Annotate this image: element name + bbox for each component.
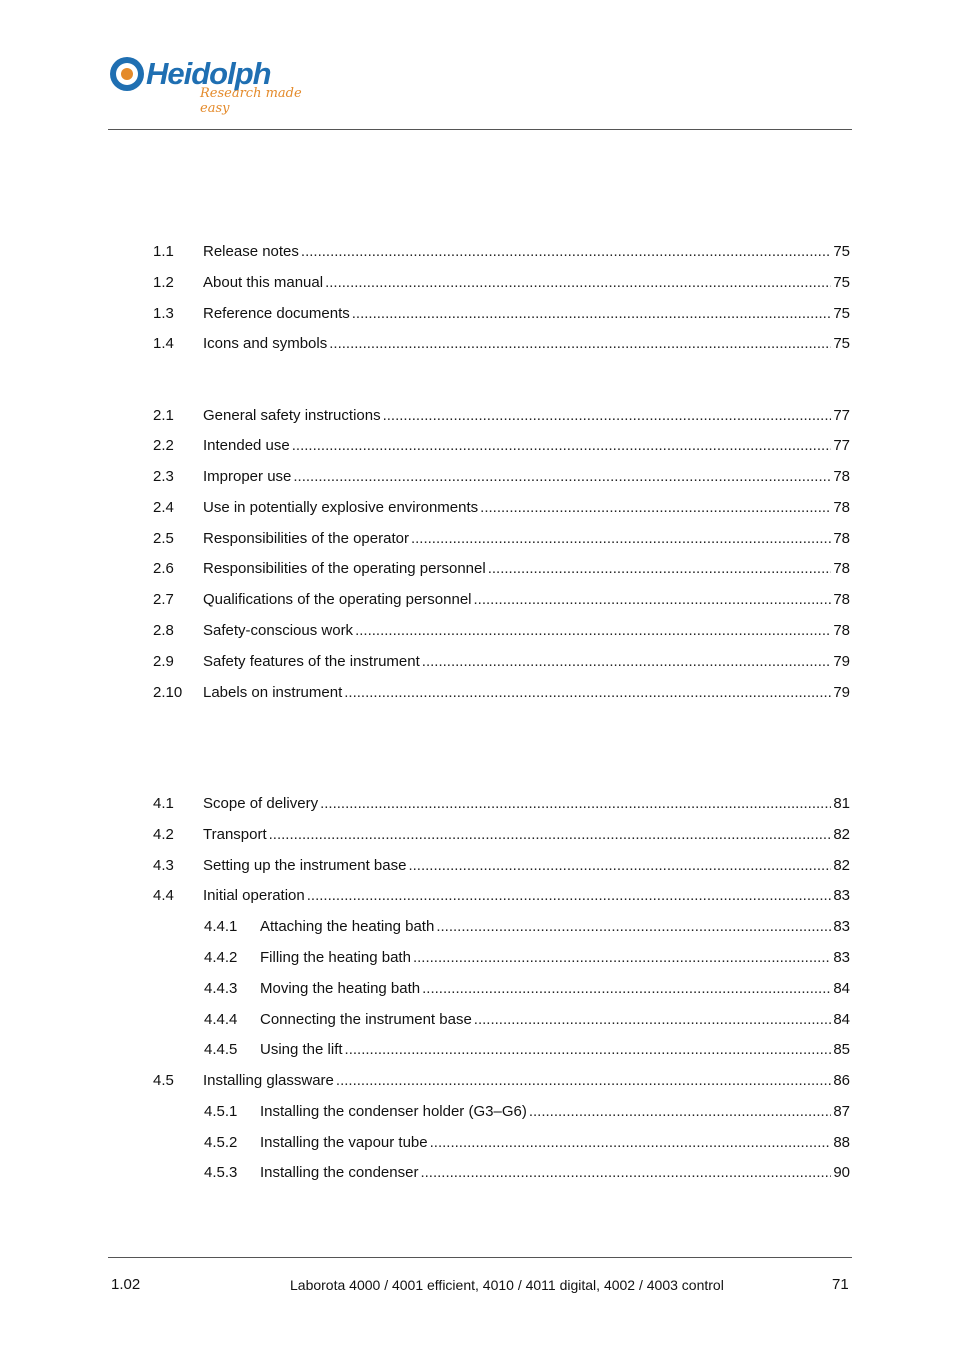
toc-entry-title: Attaching the heating bath (260, 918, 435, 935)
toc-leader-dots (301, 242, 831, 262)
toc-entry[interactable] (0, 498, 954, 518)
toc-subentry[interactable] (0, 1133, 954, 1153)
toc-entry[interactable] (0, 559, 954, 579)
toc-entry-title: Installing glassware (203, 1072, 334, 1089)
toc-entry[interactable] (0, 621, 954, 641)
toc-leader-dots (430, 1133, 832, 1153)
toc-entry-page: 75 (833, 243, 850, 260)
toc-entry-title: Installing the condenser (260, 1164, 419, 1181)
toc-leader-dots (408, 856, 831, 876)
toc-entry-title: Improper use (203, 468, 292, 485)
toc-leader-dots (293, 467, 831, 487)
toc-entry-title: Installing the vapour tube (260, 1134, 428, 1151)
toc-entry-title: Moving the heating bath (260, 980, 421, 997)
toc-entry-page: 75 (833, 305, 850, 322)
toc-entry-page: 77 (833, 407, 850, 424)
toc-entry-number: 4.5.1 (204, 1103, 238, 1120)
toc-leader-dots (411, 529, 831, 549)
toc-entry-title: Scope of delivery (203, 795, 319, 812)
toc-leader-dots (344, 683, 831, 703)
toc-entry-number: 4.2 (153, 826, 174, 843)
toc-entry-page: 84 (833, 1011, 850, 1028)
toc-entry-number: 4.5 (153, 1072, 174, 1089)
toc-subentry[interactable] (0, 1163, 954, 1183)
toc-leader-dots (345, 1040, 832, 1060)
toc-entry[interactable] (0, 529, 954, 549)
toc-entry-title: Release notes (203, 243, 299, 260)
toc-leader-dots (529, 1102, 831, 1122)
toc-entry-number: 2.6 (153, 560, 174, 577)
toc-leader-dots (320, 794, 831, 814)
toc-subentry[interactable] (0, 1010, 954, 1030)
toc-entry-number: 4.3 (153, 857, 174, 874)
toc-entry-number: 2.8 (153, 622, 174, 639)
toc-leader-dots (352, 304, 832, 324)
toc-entry-number: 4.4.1 (204, 918, 238, 935)
toc-entry-title: General safety instructions (203, 407, 381, 424)
toc-entry-number: 2.9 (153, 653, 174, 670)
toc-entry-number: 2.2 (153, 437, 174, 454)
toc-entry-title: Transport (203, 826, 267, 843)
footer-divider (108, 1257, 852, 1258)
toc-subentry[interactable] (0, 979, 954, 999)
toc-leader-dots (474, 1010, 832, 1030)
toc-entry-page: 85 (833, 1041, 850, 1058)
toc-leader-dots (422, 979, 831, 999)
toc-entry-number: 4.4.2 (204, 949, 238, 966)
footer-page-number: 71 (832, 1276, 849, 1293)
toc-subentry[interactable] (0, 917, 954, 937)
toc-leader-dots (325, 273, 831, 293)
toc-entry-page: 84 (833, 980, 850, 997)
logo-tagline: Research made easy (200, 86, 302, 116)
toc-entry-number: 2.3 (153, 468, 174, 485)
toc-entry-page: 86 (833, 1072, 850, 1089)
toc-leader-dots (329, 334, 831, 354)
toc-leader-dots (307, 886, 832, 906)
toc-entry-page: 78 (833, 499, 850, 516)
toc-leader-dots (488, 559, 832, 579)
toc-entry-number: 2.7 (153, 591, 174, 608)
toc-entry-title: Safety-conscious work (203, 622, 354, 639)
toc-leader-dots (420, 1163, 831, 1183)
toc-entry[interactable] (0, 886, 954, 906)
toc-entry[interactable] (0, 406, 954, 426)
toc-leader-dots (336, 1071, 831, 1091)
toc-entry-page: 82 (833, 857, 850, 874)
toc-entry[interactable] (0, 683, 954, 703)
footer-product: Laborota 4000 / 4001 efficient, 4010 / 4011 digital, 4002 / 4003 control (290, 1277, 724, 1293)
toc-leader-dots (413, 948, 831, 968)
toc-entry-title: Intended use (203, 437, 290, 454)
toc-leader-dots (436, 917, 831, 937)
toc-entry[interactable] (0, 856, 954, 876)
toc-entry[interactable] (0, 825, 954, 845)
toc-subentry[interactable] (0, 1040, 954, 1060)
toc-entry-number: 4.4.4 (204, 1011, 238, 1028)
toc-entry-number: 1.4 (153, 335, 174, 352)
toc-entry-title: Installing the condenser holder (G3–G6) (260, 1103, 527, 1120)
toc-entry-title: Safety features of the instrument (203, 653, 420, 670)
toc-entry[interactable] (0, 304, 954, 324)
toc-entry-title: Using the lift (260, 1041, 343, 1058)
toc-leader-dots (474, 590, 832, 610)
toc-entry-title: Initial operation (203, 887, 305, 904)
toc-entry-number: 4.1 (153, 795, 174, 812)
toc-entry-page: 83 (833, 949, 850, 966)
footer-version: 1.02 (111, 1276, 141, 1293)
toc-entry-title: Icons and symbols (203, 335, 328, 352)
toc-entry[interactable] (0, 334, 954, 354)
toc-subentry[interactable] (0, 1102, 954, 1122)
toc-entry-title: Reference documents (203, 305, 350, 322)
toc-entry[interactable] (0, 794, 954, 814)
toc-entry-number: 2.5 (153, 530, 174, 547)
toc-entry-number: 4.5.2 (204, 1134, 238, 1151)
toc-entry-page: 79 (833, 653, 850, 670)
toc-entry-page: 79 (833, 684, 850, 701)
toc-entry[interactable] (0, 652, 954, 672)
toc-entry-page: 75 (833, 335, 850, 352)
toc-subentry[interactable] (0, 948, 954, 968)
toc-entry-page: 77 (833, 437, 850, 454)
toc-entry-page: 83 (833, 887, 850, 904)
toc-entry-number: 4.4.3 (204, 980, 238, 997)
toc-entry-number: 4.4 (153, 887, 174, 904)
toc-entry-title: Setting up the instrument base (203, 857, 407, 874)
toc-entry-number: 4.5.3 (204, 1164, 238, 1181)
toc-entry[interactable] (0, 467, 954, 487)
toc-entry-number: 2.4 (153, 499, 174, 516)
toc-entry[interactable] (0, 436, 954, 456)
toc-entry-page: 83 (833, 918, 850, 935)
toc-entry-page: 78 (833, 530, 850, 547)
toc-entry-title: Responsibilities of the operating personnel (203, 560, 486, 577)
toc-entry-page: 87 (833, 1103, 850, 1120)
toc-entry-page: 78 (833, 468, 850, 485)
toc-entry[interactable] (0, 1071, 954, 1091)
toc-entry-page: 78 (833, 591, 850, 608)
toc-entry[interactable] (0, 590, 954, 610)
toc-entry-page: 78 (833, 560, 850, 577)
toc-entry-page: 88 (833, 1134, 850, 1151)
toc-entry[interactable] (0, 242, 954, 262)
toc-entry-title: Responsibilities of the operator (203, 530, 409, 547)
toc-entry-number: 2.1 (153, 407, 174, 424)
toc-entry-number: 2.10 (153, 684, 183, 701)
toc-entry-page: 90 (833, 1164, 850, 1181)
toc-entry-number: 1.2 (153, 274, 174, 291)
toc-entry-number: 1.1 (153, 243, 174, 260)
logo-wordmark: Heidolph (146, 56, 271, 91)
toc-entry-page: 82 (833, 826, 850, 843)
toc-leader-dots (355, 621, 831, 641)
heidolph-logo (108, 52, 328, 114)
toc-entry-title: Labels on instrument (203, 684, 343, 701)
toc-leader-dots (383, 406, 832, 426)
toc-entry-page: 75 (833, 274, 850, 291)
toc-leader-dots (480, 498, 831, 518)
toc-entry[interactable] (0, 273, 954, 293)
toc-entry-title: About this manual (203, 274, 324, 291)
toc-leader-dots (269, 825, 832, 845)
toc-entry-number: 1.3 (153, 305, 174, 322)
toc-entry-number: 4.4.5 (204, 1041, 238, 1058)
toc-entry-title: Qualifications of the operating personnel (203, 591, 472, 608)
toc-leader-dots (292, 436, 832, 456)
toc-entry-page: 78 (833, 622, 850, 639)
toc-entry-title: Filling the heating bath (260, 949, 411, 966)
logo-mark-icon (108, 54, 148, 98)
toc-entry-title: Connecting the instrument base (260, 1011, 472, 1028)
toc-entry-title: Use in potentially explosive environments (203, 499, 479, 516)
toc-leader-dots (422, 652, 832, 672)
toc-entry-page: 81 (833, 795, 850, 812)
header-divider (108, 129, 852, 130)
